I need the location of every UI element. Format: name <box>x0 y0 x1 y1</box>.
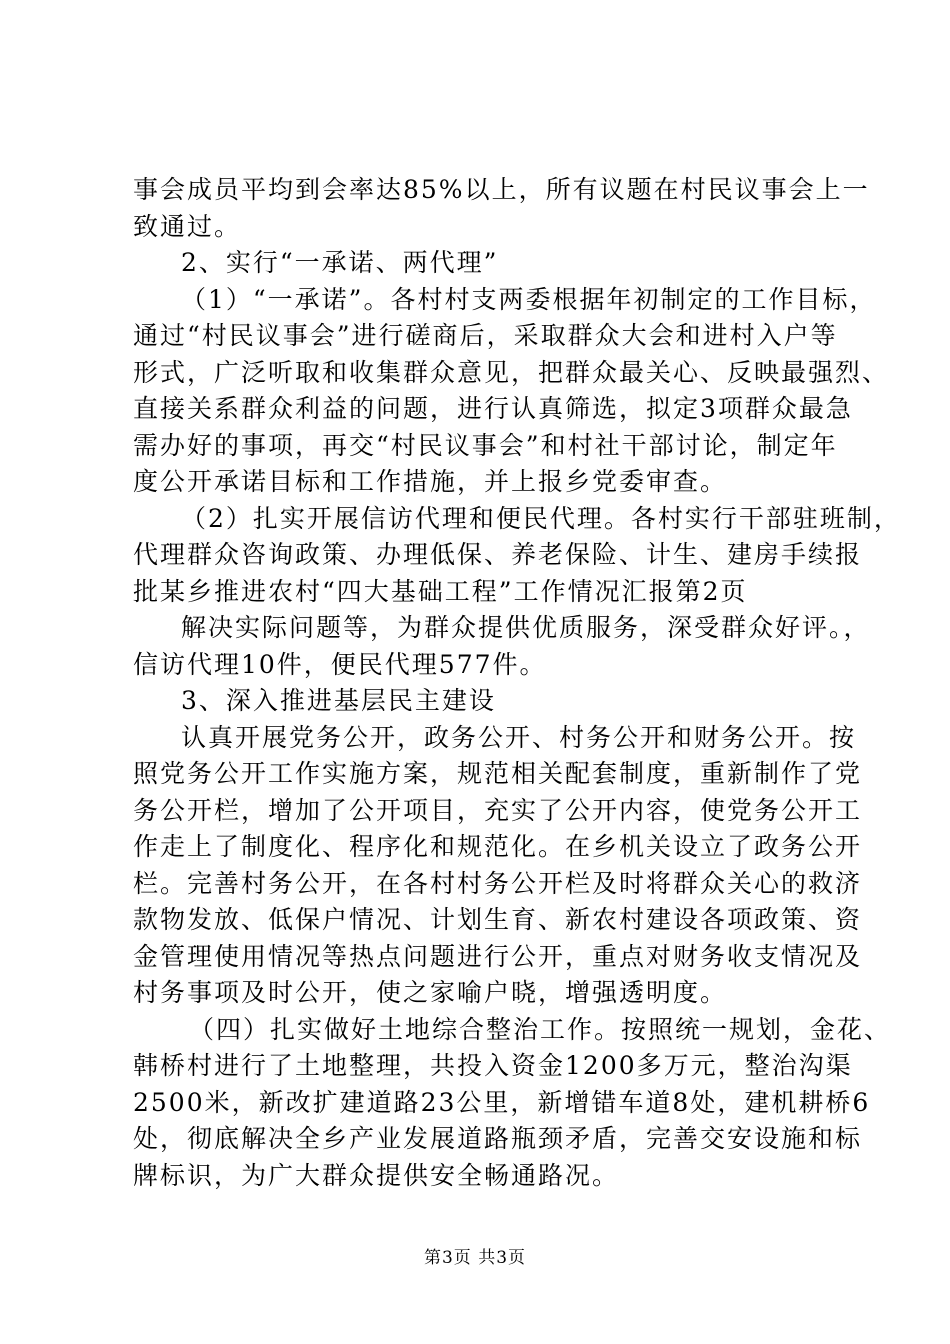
paragraph-line: 需办好的事项，再交“村民议事会”和村社干部讨论，制定年 <box>133 430 838 460</box>
paragraph-line: （2）扎实开展信访代理和便民代理。各村实行干部驻班制， <box>181 503 901 533</box>
paragraph-line: 事会成员平均到会率达85%以上，所有议题在村民议事会上一 <box>133 175 870 204</box>
paragraph-line: 通过“村民议事会”进行磋商后，采取群众大会和进村入户等 <box>133 321 838 350</box>
paragraph-line: 处，彻底解决全乡产业发展道路瓶颈矛盾，完善交安设施和标 <box>133 1124 863 1153</box>
paragraph-line: （四）扎实做好土地综合整治工作。按照统一规划，金花、 <box>189 1014 892 1044</box>
paragraph-line: 韩桥村进行了土地整理，共投入资金1200多万元，整治沟渠 <box>133 1051 853 1080</box>
section-heading: 3、深入推进基层民主建设 <box>181 686 496 715</box>
paragraph-line: 解决实际问题等，为群众提供优质服务，深受群众好评。， <box>181 613 871 642</box>
paragraph-line: （1）“一承诺”。各村村支两委根据年初制定的工作目标， <box>181 284 877 314</box>
section-heading: 2、实行“一承诺、两代理” <box>181 248 499 277</box>
document-body <box>133 172 901 1194</box>
page-number-footer: 第3页 共3页 <box>423 1248 527 1268</box>
paragraph-line: 金管理使用情况等热点问题进行公开，重点对财务收支情况及 <box>133 941 863 971</box>
paragraph-line: 栏。完善村务公开，在各村村务公开栏及时将群众关心的救济 <box>133 868 863 898</box>
paragraph-line: 认真开展党务公开，政务公开、村务公开和财务公开。按 <box>181 722 857 752</box>
paragraph-line: 直接关系群众利益的问题，进行认真筛选，拟定3项群众最急 <box>133 394 853 423</box>
paragraph-line: 务公开栏，增加了公开项目，充实了公开内容，使党务公开工 <box>133 795 863 825</box>
paragraph-line: 牌标识，为广大群众提供安全畅通路况。 <box>133 1160 620 1190</box>
paragraph-line: 批某乡推进农村“四大基础工程”工作情况汇报第2页 <box>133 576 748 606</box>
paragraph-line: 款物发放、低保户情况、计划生育、新农村建设各项政策、资 <box>133 905 863 934</box>
paragraph-line: 代理群众咨询政策、办理低保、养老保险、计生、建房手续报 <box>133 540 863 569</box>
paragraph-line: 形式，广泛听取和收集群众意见，把群众最关心、反映最强烈、 <box>133 357 890 387</box>
paragraph-line: 村务事项及时公开，使之家喻户晓，增强透明度。 <box>133 978 728 1007</box>
paragraph-line: 信访代理10件，便民代理577件。 <box>133 649 547 679</box>
paragraph-line: 2500米，新改扩建道路23公里，新增错车道8处，建机耕桥6 <box>133 1087 871 1117</box>
paragraph-line: 度公开承诺目标和工作措施，并上报乡党委审查。 <box>133 467 728 496</box>
paragraph-line: 作走上了制度化、程序化和规范化。在乡机关设立了政务公开 <box>133 832 863 861</box>
paragraph-line: 照党务公开工作实施方案，规范相关配套制度，重新制作了党 <box>133 759 863 788</box>
paragraph-line: 致通过。 <box>133 211 242 241</box>
